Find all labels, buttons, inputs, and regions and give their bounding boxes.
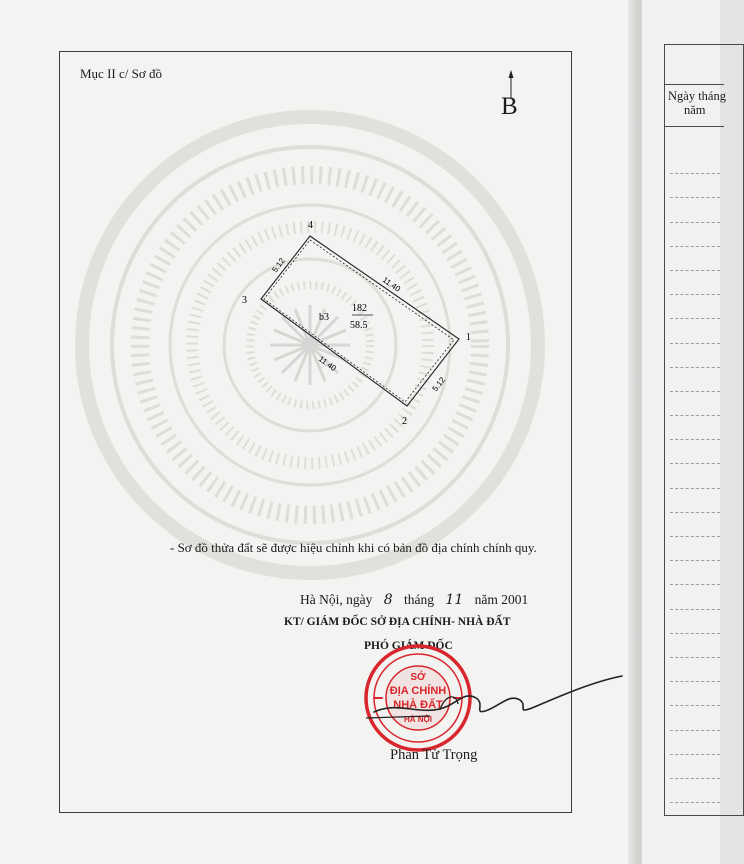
right-page-ruled-line: [670, 416, 720, 440]
right-page-ruled-line: [670, 392, 720, 416]
edge-length-bottom: 11.40: [316, 354, 338, 374]
edge-length-top: 11.40: [380, 275, 402, 294]
right-page-rows: [670, 150, 720, 803]
place-date-line: [300, 592, 528, 608]
parcel-number: 182: [352, 303, 367, 314]
vice-director-title: PHÓ GIÁM ĐỐC: [364, 640, 453, 652]
right-page-ruled-line: [670, 585, 720, 609]
right-page-ruled-line: [670, 610, 720, 634]
right-page-ruled-line: [670, 440, 720, 464]
handwritten-signature: [360, 670, 630, 730]
place-date-prefix: Hà Nội, ngày: [300, 592, 373, 607]
right-page-ruled-line: [670, 271, 720, 295]
signer-name: Phan Tử Trọng: [390, 747, 478, 763]
right-page-ruled-line: [670, 150, 720, 174]
date-month: 11: [445, 592, 464, 608]
stamp-text-line3: NHÀ ĐẤT: [393, 699, 443, 711]
edge-length-right: 5.12: [430, 375, 448, 394]
right-page-ruled-line: [670, 319, 720, 343]
right-page-ruled-line: [670, 295, 720, 319]
right-page-ruled-line: [670, 464, 720, 488]
right-page-ruled-line: [670, 634, 720, 658]
right-page-header-year: năm: [684, 103, 706, 117]
right-page-ruled-line: [670, 682, 720, 706]
right-page-ruled-line: [670, 755, 720, 779]
stamp-text-line2: ĐỊA CHÍNH: [389, 685, 447, 697]
vertex-label-1: 1: [466, 332, 471, 343]
vertex-label-4: 4: [308, 220, 313, 231]
date-day: 8: [383, 592, 393, 608]
right-page-ruled-line: [670, 731, 720, 755]
right-page-header-rule-2: [664, 126, 724, 127]
map-sheet-label: b3: [319, 312, 329, 323]
right-page-header-rule: [664, 84, 724, 85]
right-page-ruled-line: [670, 344, 720, 368]
vertex-label-2: 2: [402, 416, 407, 427]
correction-note: - Sơ đồ thửa đất sẽ được hiệu chỉnh khi có bản đồ địa chính chính quy.: [170, 540, 537, 555]
right-page-header-date: Ngày tháng: [668, 89, 726, 103]
right-page-ruled-line: [670, 513, 720, 537]
right-page-ruled-line: [670, 489, 720, 513]
month-word: tháng: [404, 592, 435, 607]
north-label: B: [501, 93, 518, 120]
vertex-label-3: 3: [242, 295, 247, 306]
right-page-ruled-line: [670, 537, 720, 561]
stamp-text-top: SỞ: [410, 672, 426, 683]
right-page-ruled-line: [670, 779, 720, 803]
position-line: KT/ GIÁM ĐỐC SỞ ĐỊA CHÍNH- NHÀ ĐẤT: [284, 616, 511, 628]
edge-length-left: 5.12: [270, 256, 287, 275]
right-page-ruled-line: [670, 223, 720, 247]
right-page-ruled-line: [670, 658, 720, 682]
right-page-ruled-line: [670, 247, 720, 271]
stamp-text-line4: HÀ NỘI: [404, 715, 432, 724]
parcel-area: 58.5: [350, 320, 368, 331]
right-page-ruled-line: [670, 368, 720, 392]
section-label: Mục II c/ Sơ đồ: [80, 66, 162, 81]
right-page-ruled-line: [670, 198, 720, 222]
right-page-ruled-line: [670, 174, 720, 198]
date-year: 2001: [501, 592, 529, 607]
right-page-ruled-line: [670, 706, 720, 730]
year-word: năm: [474, 592, 498, 607]
right-page-ruled-line: [670, 561, 720, 585]
